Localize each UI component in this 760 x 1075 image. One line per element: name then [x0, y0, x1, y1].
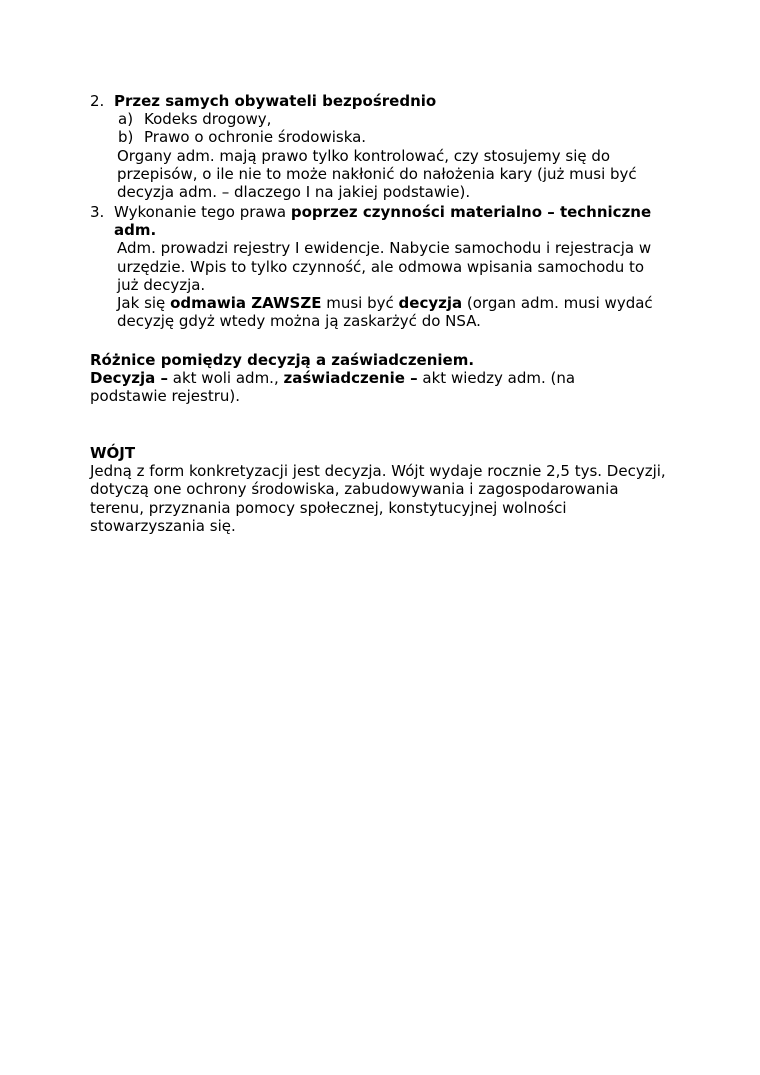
section-heading: WÓJT [90, 444, 136, 462]
list-number: 3. [90, 203, 105, 221]
term-decyzja: Decyzja – [90, 369, 169, 388]
text: Jak się [117, 294, 171, 313]
sub-item-text: Kodeks drogowy, [144, 110, 272, 129]
sub-item-text: Prawo o ochronie środowiska. [144, 128, 367, 147]
text: akt woli adm., [168, 369, 284, 388]
item-heading: Przez samych obywateli bezpośrednio [114, 92, 437, 110]
sub-marker: a) [118, 110, 134, 129]
bold-text: odmawia ZAWSZE [170, 294, 322, 313]
bold-text: decyzja [398, 294, 463, 313]
term-zaswiadczenie: zaświadczenie – [283, 369, 418, 388]
paragraph [90, 294, 662, 330]
paragraph: Adm. prowadzi rejestry I ewidencje. Nabycie samochodu i rejestracja w urzędzie. Wpis to tylko czynność, ale odmowa wpisania samochodu to już decyzja. [117, 239, 652, 294]
text: musi być [321, 294, 399, 313]
item-heading-bold: poprzez czynności materialno – techniczne adm. [114, 203, 652, 240]
differences-section [90, 351, 670, 406]
list-item-2 [90, 92, 690, 201]
list-number: 2. [90, 92, 105, 110]
paragraph: Jedną z form konkretyzacji jest decyzja. Wójt wydaje rocznie 2,5 tys. Decyzji, dotyczą one ochrony środowiska, zabudowywania i zagospodarowania terenu, przyznania pomocy społecznej, konstytucyjnej wolności stowarzyszania się. [90, 462, 666, 535]
sub-marker: b) [118, 128, 134, 147]
paragraph: Organy adm. mają prawo tylko kontrolować, czy stosujemy się do przepisów, o ile nie to może nakłonić do nałożenia kary (już musi być decyzja adm. – dlaczego I na jakiej podstawie). [117, 146, 637, 202]
wojt-section [90, 444, 675, 535]
list-item-3 [90, 203, 690, 330]
item-heading-plain: Wykonanie tego prawa [114, 203, 291, 221]
section-heading: Różnice pomiędzy decyzją a zaświadczeniem. [90, 351, 475, 369]
text: (organ adm. musi wydać decyzję gdyż wtedy można ją zaskarżyć do NSA. [117, 294, 653, 331]
text: akt wiedzy adm. (na podstawie rejestru). [90, 369, 576, 406]
